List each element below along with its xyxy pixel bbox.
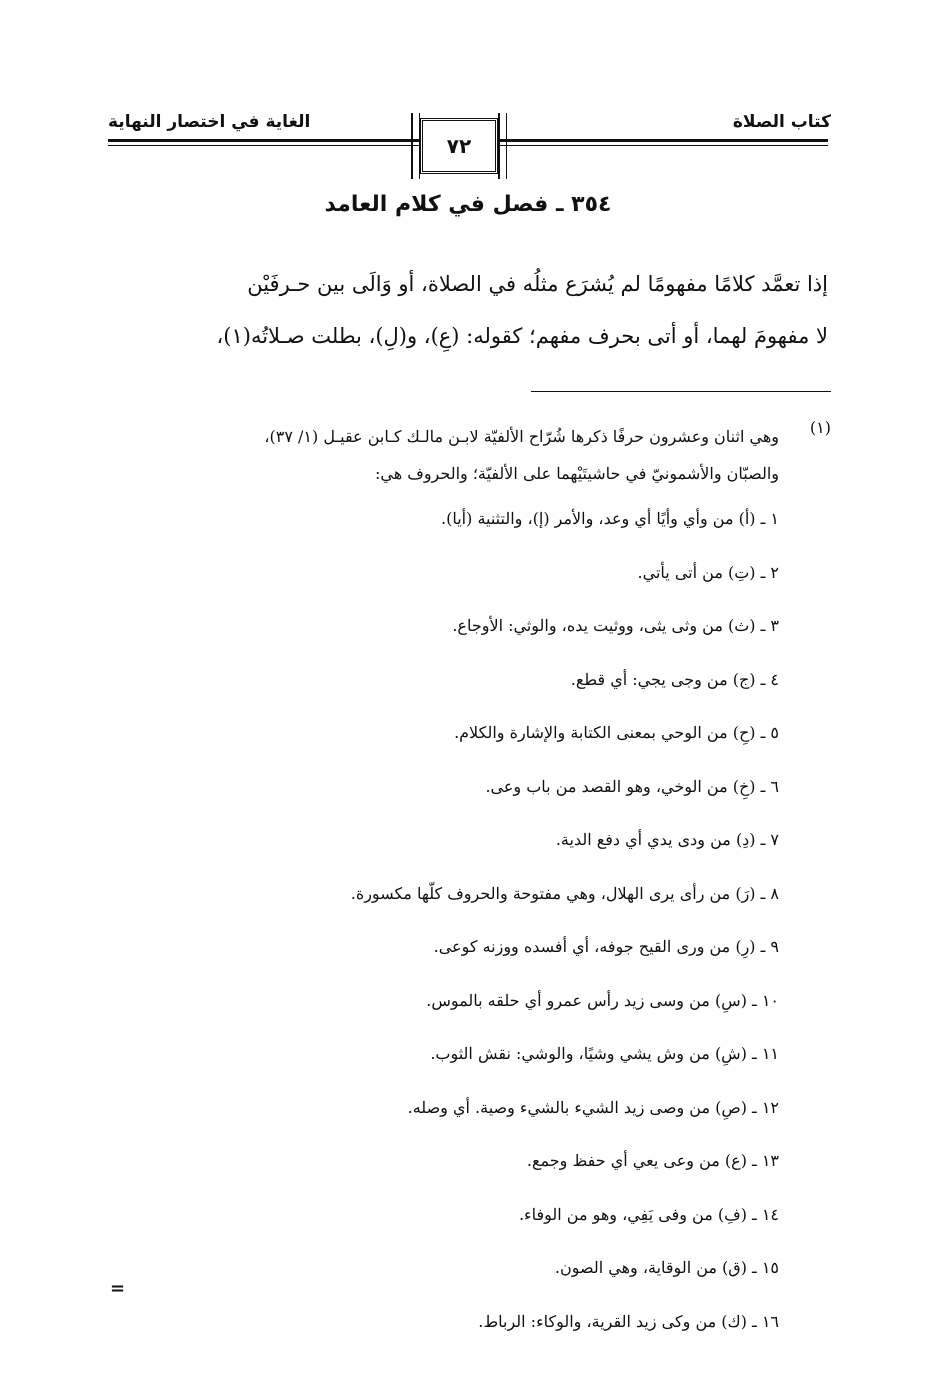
- main-text: [108, 258, 828, 362]
- list-item: ١١ ـ (شِ) من وش يشي وشيًا، والوشي: نقش الثوب.: [430, 1044, 779, 1063]
- running-header-chapter: كتاب الصلاة: [732, 112, 831, 132]
- continuation-mark: =: [110, 1278, 126, 1299]
- footnote-marker: (١): [809, 418, 831, 437]
- list-item: ٢ ـ (تِ) من أتى يأتي.: [637, 562, 779, 582]
- list-item: ١٠ ـ (سِ) من وسى زيد رأس عمرو أي حلقه بالموس.: [426, 990, 779, 1010]
- letters-list: [121, 492, 779, 1348]
- footnote-intro-line: وهي اثنان وعشرون حرفًا ذكرها شُرّاح الألفيّة لابـن مالـك كـابن عقيـل (١/ ٣٧)،: [264, 427, 779, 446]
- list-item: ١٣ ـ (ع) من وعى يعي أي حفظ وجمع.: [526, 1151, 779, 1170]
- list-item: ٥ ـ (حِ) من الوحي بمعنى الكتابة والإشارة والكلام.: [454, 723, 779, 742]
- list-item: ٣ ـ (ث) من وثى يثى، ووثيت يده، والوثي: الأوجاع.: [452, 616, 779, 635]
- list-item: ٧ ـ (دِ) من ودى يدي أي دفع الدية.: [555, 830, 779, 849]
- running-header-book-title: الغاية في اختصار النهاية: [108, 112, 311, 132]
- main-text-line: إذا تعمَّد كلامًا مفهومًا لم يُشرَع مثلُه في الصلاة، أو وَالَى بين حـرفَيْن: [247, 272, 828, 296]
- list-item: ٨ ـ (رَ) من رأى يرى الهلال، وهي مفتوحة والحروف كلّها مكسورة.: [350, 883, 779, 903]
- list-item: ١٢ ـ (صِ) من وصى زيد الشيء بالشيء وصية. أي وصله.: [407, 1097, 779, 1117]
- list-item: ١٦ ـ (ك) من وكى زيد القرية، والوكاء: الرباط.: [478, 1311, 779, 1331]
- list-item: ١ ـ (أ) من وأي وأيًا أي وعد، والأمر (إ)، والتثنية (أيا).: [441, 509, 779, 528]
- footnote: [121, 418, 831, 1348]
- list-item: ٦ ـ (خِ) من الوخي، وهو القصد من باب وعى.: [485, 776, 779, 796]
- list-item: ٩ ـ (رِ) من ورى القيح جوفه، أي أفسده ووزنه كوعى.: [433, 937, 779, 956]
- list-item: ١٥ ـ (ق) من الوقاية، وهي الصون.: [554, 1258, 779, 1277]
- page-number: ٧٢: [446, 134, 472, 158]
- footnote-intro-line: والصبّان والأشمونيّ في حاشيتَيْهما على الألفيّة؛ والحروف هي:: [374, 464, 779, 483]
- section-title: ٣٥٤ ـ فصل في كلام العامد: [324, 192, 612, 217]
- footnote-intro: [121, 418, 779, 492]
- main-text-line: لا مفهومَ لهما، أو أتى بحرف مفهم؛ كقوله: (عِ)، و(لِ)، بطلت صـلاتُه(١)،: [216, 324, 828, 348]
- list-item: ٤ ـ (ج) من وجى يجي: أي قطع.: [570, 669, 779, 689]
- footnote-separator: [531, 391, 831, 392]
- list-item: ١٤ ـ (فِ) من وفى يَفِي، وهو من الوفاء.: [518, 1204, 779, 1224]
- page-number-frame: [420, 118, 498, 174]
